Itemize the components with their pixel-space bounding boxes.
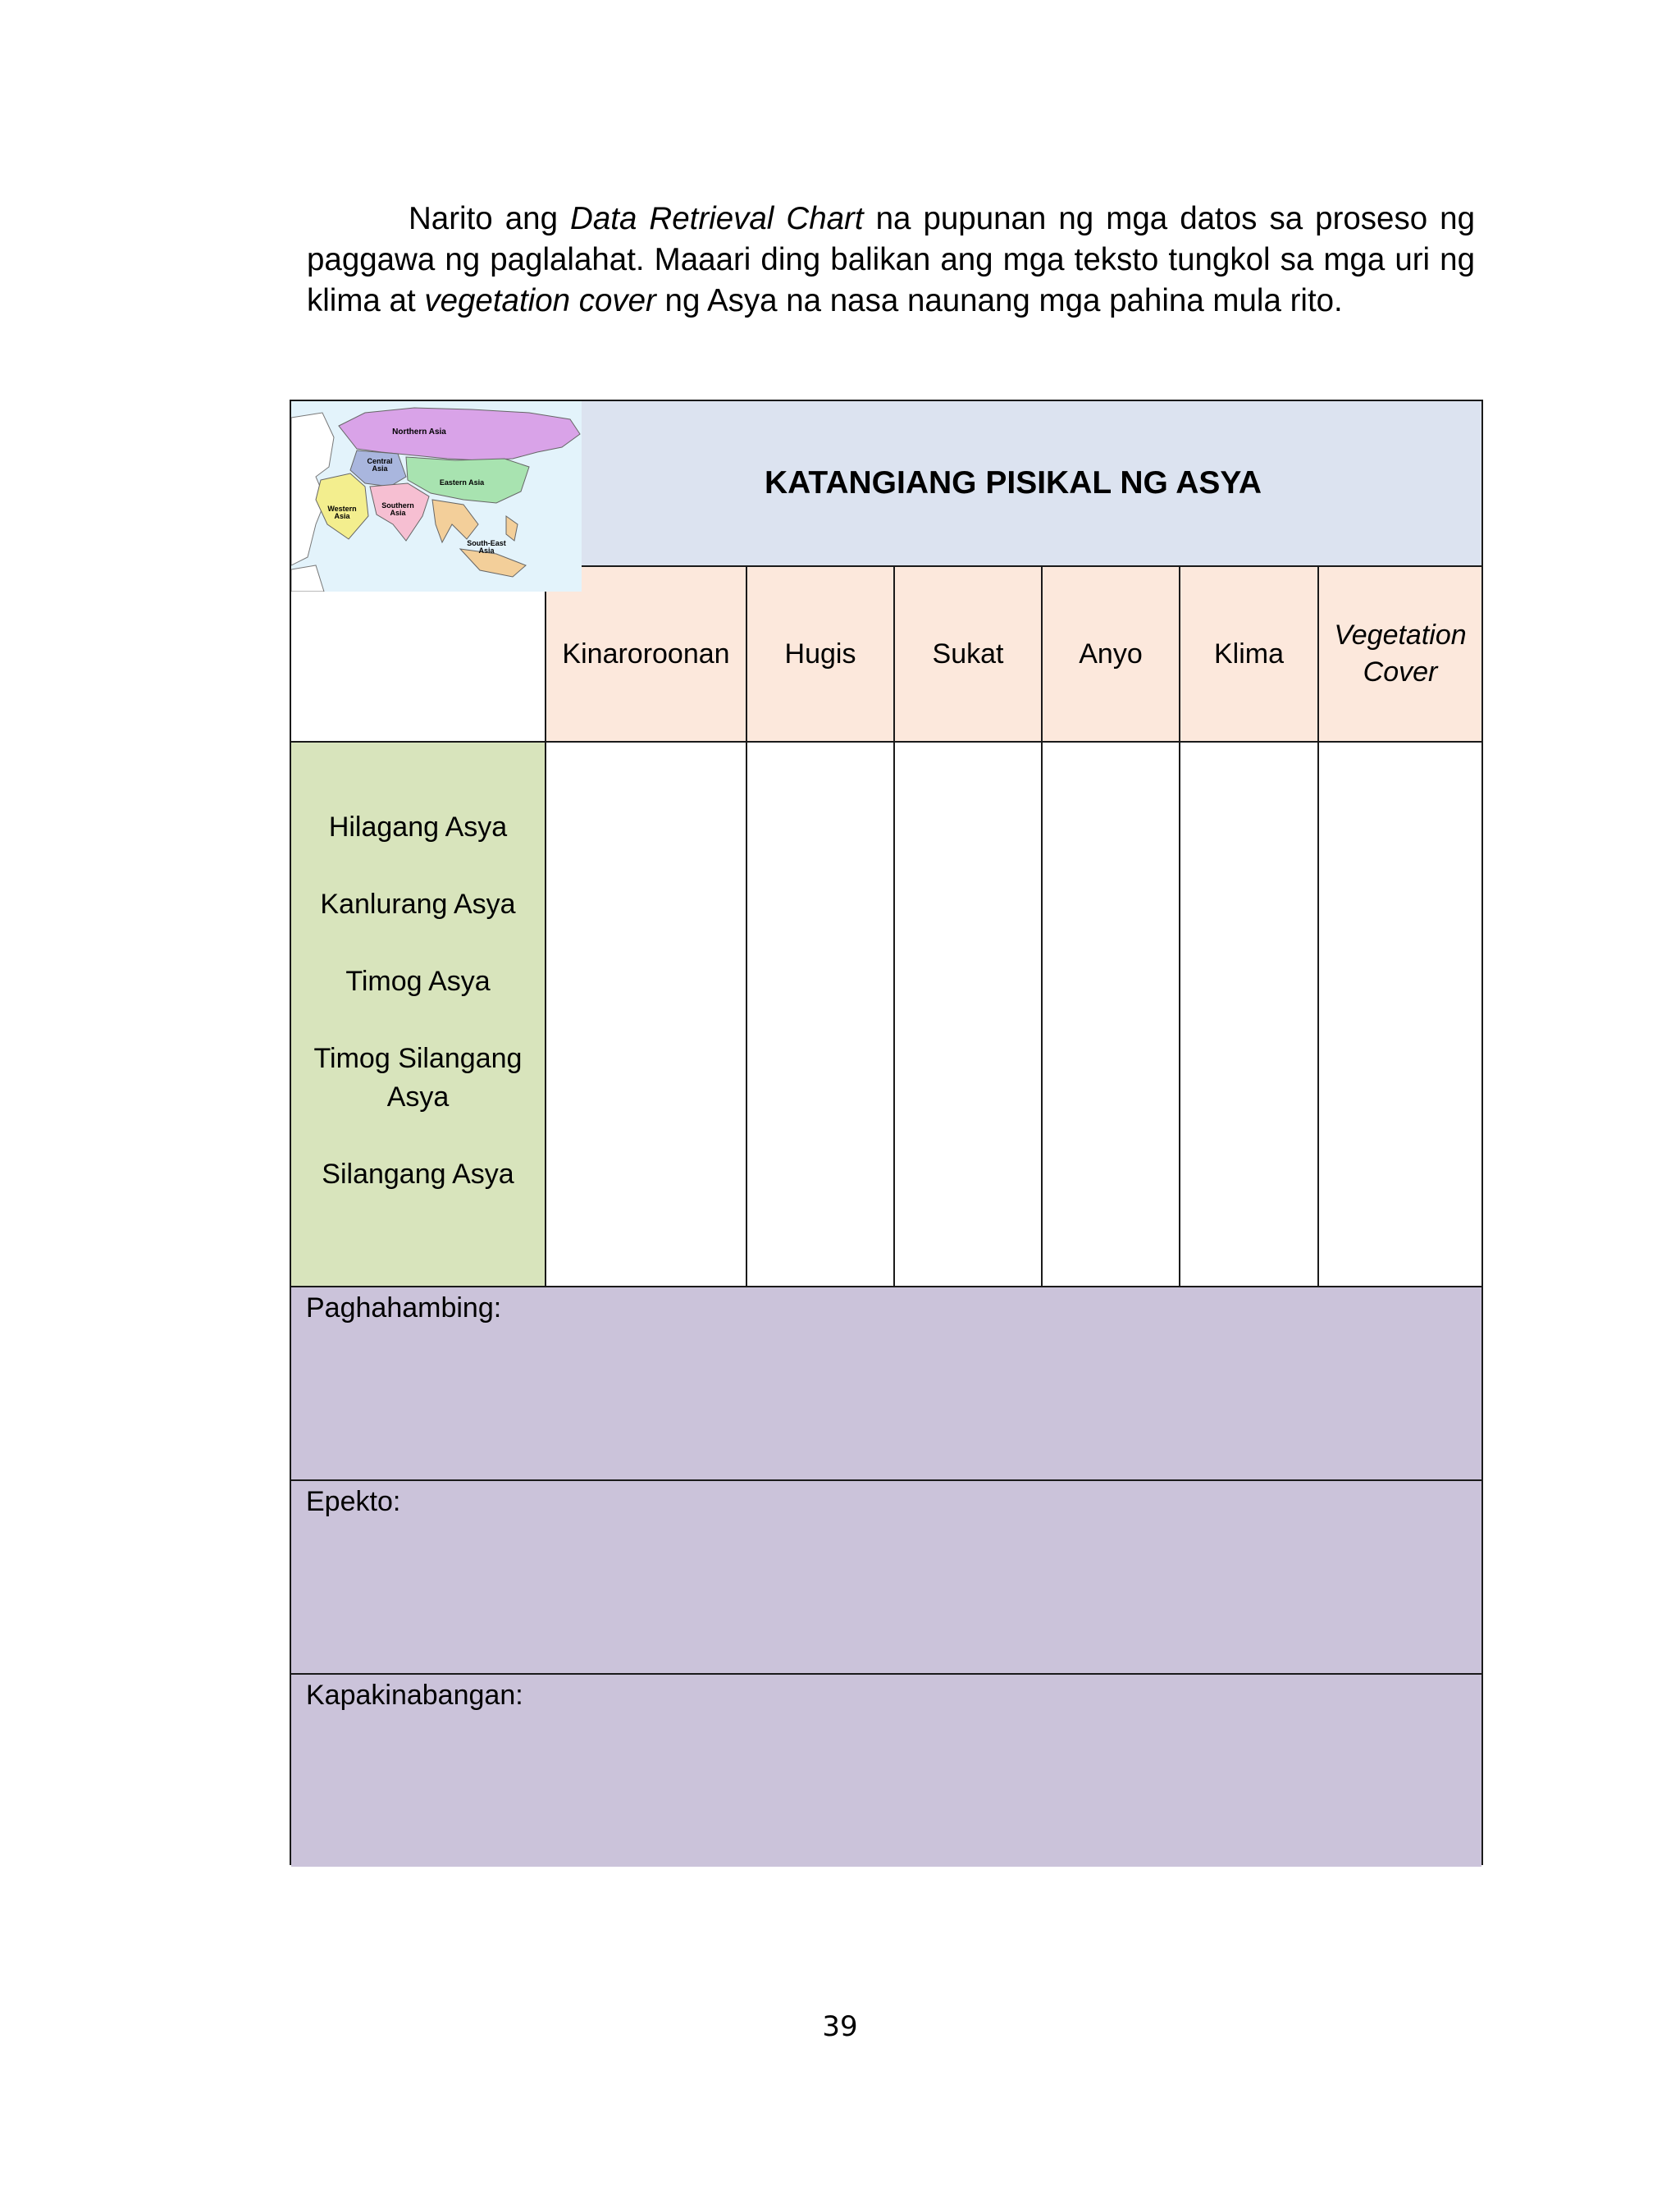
- intro-paragraph: [307, 199, 1475, 322]
- column-header-vegetation-line1: Vegetation: [1334, 620, 1467, 651]
- region-timog-silangang-line1: Timog Silangang: [313, 1043, 523, 1074]
- column-header-vegetation-line2: Cover: [1363, 656, 1438, 688]
- map-label-eastern-asia: Eastern Asia: [439, 478, 485, 487]
- section-kapakinabangan-label: Kapakinabangan:: [306, 1680, 523, 1711]
- intro-italic-term-2: vegetation cover: [424, 283, 656, 318]
- section-kapakinabangan[interactable]: [291, 1673, 1481, 1867]
- column-header-anyo: Anyo: [1041, 565, 1179, 741]
- region-hilagang-asya: Hilagang Asya: [328, 812, 508, 843]
- answer-cell-hugis[interactable]: [746, 741, 893, 1286]
- section-paghahambing[interactable]: [291, 1286, 1481, 1479]
- section-paghahambing-label: Paghahambing:: [306, 1292, 502, 1324]
- chart-title: KATANGIANG PISIKAL NG ASYA: [545, 401, 1481, 565]
- section-epekto-label: Epekto:: [306, 1486, 401, 1517]
- section-epekto[interactable]: [291, 1479, 1481, 1673]
- map-label-southern-asia-2: Asia: [390, 509, 406, 517]
- map-label-southern-asia-1: Southern: [381, 501, 414, 510]
- map-label-central-asia-1: Central: [367, 457, 393, 465]
- answer-cell-vegetation-cover[interactable]: [1317, 741, 1481, 1286]
- region-list-cell: [291, 741, 545, 1286]
- map-label-central-asia-2: Asia: [372, 464, 388, 473]
- column-header-hugis: Hugis: [746, 565, 893, 741]
- map-label-southeast-asia-1: South-East: [467, 539, 506, 547]
- answer-cell-kinaroroonan[interactable]: [545, 741, 746, 1286]
- answer-cell-sukat[interactable]: [893, 741, 1041, 1286]
- region-timog-asya: Timog Asya: [345, 966, 491, 997]
- column-header-sukat: Sukat: [893, 565, 1041, 741]
- column-header-kinaroroonan: Kinaroroonan: [545, 565, 746, 741]
- column-header-klima: Klima: [1179, 565, 1317, 741]
- intro-italic-term-1: Data Retrieval Chart: [570, 201, 864, 236]
- map-label-western-asia-1: Western: [327, 505, 357, 513]
- region-timog-silangang-line2: Asya: [386, 1081, 450, 1113]
- asia-regions-map: [291, 401, 582, 592]
- intro-text-2: na pupunan ng mga datos sa proseso ng paggawa ng paglalahat. Maaari ding balikan ang mga teksto tungkol sa mga uri ng klima at: [307, 201, 1475, 318]
- region-kanlurang-asya: Kanlurang Asya: [320, 889, 516, 920]
- region-timog-silangang-asya: [291, 1040, 545, 1117]
- intro-text-1: Narito ang: [409, 201, 571, 236]
- region-silangang-asya: Silangang Asya: [322, 1159, 514, 1190]
- answer-cell-klima[interactable]: [1179, 741, 1317, 1286]
- map-label-southeast-asia-2: Asia: [478, 546, 495, 555]
- column-header-vegetation-cover: [1317, 565, 1481, 741]
- answer-cell-anyo[interactable]: [1041, 741, 1179, 1286]
- data-retrieval-chart: [290, 400, 1483, 1865]
- map-label-northern-asia: Northern Asia: [392, 427, 446, 437]
- asia-map-graphic: [291, 401, 582, 592]
- page-number: 39: [822, 2010, 858, 2043]
- map-label-western-asia-2: Asia: [334, 512, 350, 520]
- intro-text-3: ng Asya na nasa naunang mga pahina mula rito.: [655, 283, 1343, 318]
